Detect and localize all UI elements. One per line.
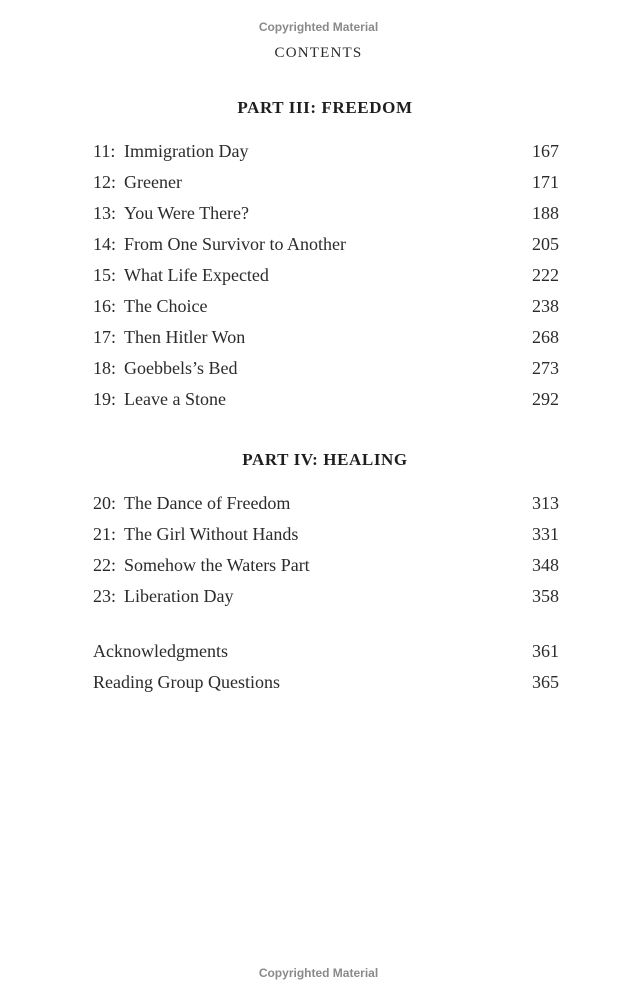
chapter-title: Immigration Day	[124, 141, 249, 161]
chapter-number: 21:	[93, 524, 117, 544]
page-number: 292	[532, 389, 559, 409]
chapter-number: 15:	[93, 265, 117, 285]
chapter-number: 12:	[93, 172, 117, 192]
chapter-title: Liberation Day	[124, 586, 234, 606]
page-number: 361	[532, 641, 559, 661]
toc-entry	[93, 234, 559, 265]
toc-entry	[93, 555, 559, 586]
chapter-number: 18:	[93, 358, 117, 378]
copyright-watermark-top: Copyrighted Material	[258, 20, 379, 34]
back-matter-title: Reading Group Questions	[93, 672, 280, 692]
page-number: 358	[532, 586, 559, 606]
page-number: 313	[532, 493, 559, 513]
chapter-number: 22:	[93, 555, 117, 575]
chapter-title: Leave a Stone	[124, 389, 226, 409]
chapter-number: 13:	[93, 203, 117, 223]
chapter-number: 16:	[93, 296, 117, 316]
toc-entry	[93, 493, 559, 524]
chapter-title: What Life Expected	[124, 265, 269, 285]
chapter-title: The Dance of Freedom	[124, 493, 291, 513]
page-number: 365	[532, 672, 559, 692]
page-number: 167	[532, 141, 559, 161]
chapter-number: 23:	[93, 586, 117, 606]
toc-entry	[93, 296, 559, 327]
toc-list-back-matter	[93, 641, 559, 703]
chapter-number: 17:	[93, 327, 117, 347]
toc-entry	[93, 524, 559, 555]
contents-heading: CONTENTS	[274, 45, 363, 61]
chapter-title: The Choice	[124, 296, 208, 316]
chapter-title: The Girl Without Hands	[124, 524, 299, 544]
chapter-title: You Were There?	[124, 203, 250, 223]
page-number: 222	[532, 265, 559, 285]
chapter-title: Then Hitler Won	[124, 327, 246, 347]
page-number: 273	[532, 358, 559, 378]
chapter-title: Somehow the Waters Part	[124, 555, 310, 575]
chapter-title: From One Survivor to Another	[124, 234, 346, 254]
page-number: 188	[532, 203, 559, 223]
toc-entry	[93, 389, 559, 420]
toc-entry	[93, 203, 559, 234]
page-number: 171	[532, 172, 559, 192]
chapter-title: Goebbels’s Bed	[124, 358, 238, 378]
toc-entry	[93, 265, 559, 296]
part-heading-freedom: PART III: FREEDOM	[237, 98, 413, 117]
chapter-number: 14:	[93, 234, 117, 254]
chapter-number: 20:	[93, 493, 117, 513]
toc-entry	[93, 358, 559, 389]
page-number: 238	[532, 296, 559, 316]
page-number: 348	[532, 555, 559, 575]
toc-entry-acknowledgments	[93, 641, 559, 672]
chapter-title: Greener	[124, 172, 182, 192]
toc-entry	[93, 141, 559, 172]
page-number: 268	[532, 327, 559, 347]
toc-entry	[93, 172, 559, 203]
page-number: 205	[532, 234, 559, 254]
page-number: 331	[532, 524, 559, 544]
toc-list-part-4	[93, 493, 559, 617]
chapter-number: 19:	[93, 389, 117, 409]
copyright-watermark-bottom: Copyrighted Material	[258, 966, 379, 980]
toc-list-part-3	[93, 141, 559, 420]
toc-entry-reading-group-questions	[93, 672, 559, 703]
toc-entry	[93, 327, 559, 358]
chapter-number: 11:	[93, 141, 116, 161]
back-matter-title: Acknowledgments	[93, 641, 228, 661]
toc-entry	[93, 586, 559, 617]
part-heading-healing: PART IV: HEALING	[242, 450, 408, 469]
